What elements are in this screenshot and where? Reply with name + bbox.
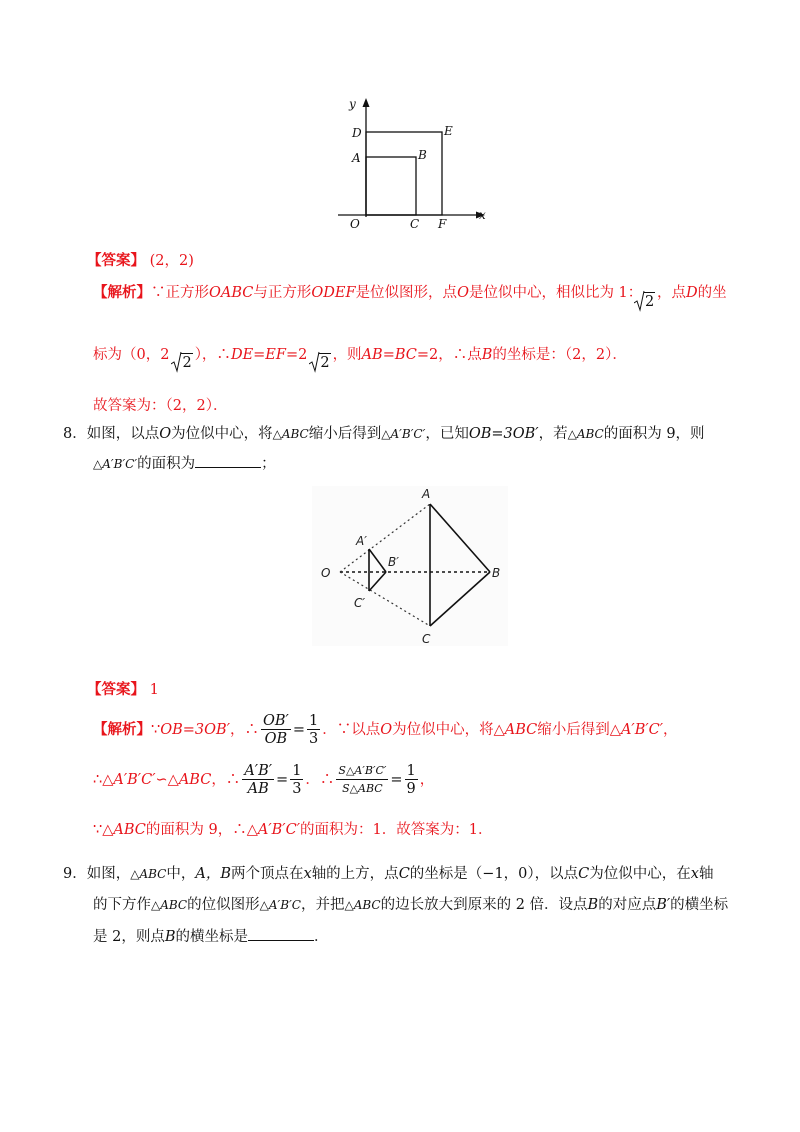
text: = xyxy=(292,722,305,738)
q8-analysis-line2 xyxy=(93,762,434,798)
text: 两个顶点在 xyxy=(231,866,304,882)
text: OB xyxy=(264,730,288,747)
origin-label: O xyxy=(350,217,360,231)
text: AB xyxy=(247,780,269,797)
answer-tag: 【答案】 xyxy=(87,681,145,698)
text: 的横坐标 xyxy=(670,897,729,913)
q7-conclusion: 故答案为：（2，2）． xyxy=(93,398,228,414)
answer-tag: 【答案】 xyxy=(87,252,145,269)
text: O xyxy=(380,722,393,738)
text: B xyxy=(587,897,599,913)
text: A，B xyxy=(195,866,231,882)
text: 的面积为 9，则 xyxy=(603,426,705,442)
text: 1 xyxy=(309,712,319,729)
text: ，∴ xyxy=(211,772,241,788)
text: ，若 xyxy=(538,426,568,442)
point-b-prime-label: B′ xyxy=(388,555,399,569)
x-axis-label: x xyxy=(479,208,486,222)
point-a-label: A xyxy=(422,487,431,501)
text: O xyxy=(159,426,172,442)
text: 的坐标是（−1，0），以点 xyxy=(409,866,579,882)
text: 是位似图形，点 xyxy=(355,285,458,301)
point-c-label: C xyxy=(422,632,431,646)
text: ∵正方形 xyxy=(151,285,209,301)
point-a-label: A xyxy=(352,151,361,165)
q7-analysis-line1-end xyxy=(657,283,727,303)
text: 3 xyxy=(292,780,302,797)
text: 轴的上方，点 xyxy=(311,866,399,882)
figure-squares xyxy=(330,95,500,235)
text: 为位似中心，将△ xyxy=(392,722,505,738)
text: ODEF xyxy=(311,285,356,301)
q8-question-line1 xyxy=(63,424,705,444)
text: ∵△ xyxy=(93,822,114,838)
text: ABC xyxy=(113,822,146,838)
q7-analysis-line1 xyxy=(93,283,642,303)
text: S△A′B′C′ xyxy=(336,763,388,780)
text: 缩小后得到 xyxy=(308,426,382,442)
q7-answer xyxy=(87,251,194,271)
answer-value: (2，2) xyxy=(149,253,194,269)
text: 2 xyxy=(182,355,192,371)
point-c-label: C xyxy=(410,217,420,231)
text: 8．如图，以点 xyxy=(63,426,160,442)
text: A′B′ xyxy=(244,762,273,779)
text: 2 xyxy=(320,355,330,371)
text: DE=EF xyxy=(230,347,286,363)
q8-answer xyxy=(87,680,159,700)
text: ∴△ xyxy=(93,772,114,788)
text: △ABC xyxy=(272,427,309,441)
text: A′B′C′ xyxy=(257,822,300,838)
q8-analysis-line3 xyxy=(93,820,492,840)
text: x xyxy=(303,866,312,882)
text: x xyxy=(690,866,699,882)
y-arrow-icon xyxy=(363,98,370,107)
text: 是 2，则点 xyxy=(93,929,165,945)
text: OB′ xyxy=(263,712,289,729)
point-b-label: B xyxy=(418,148,427,162)
text: △A′B′C′ xyxy=(381,427,426,441)
q9-question-line2 xyxy=(93,895,728,915)
text: OABC xyxy=(209,285,254,301)
answer-value: 1 xyxy=(149,682,159,698)
answer-blank xyxy=(195,453,261,468)
text: △ABC xyxy=(151,898,188,912)
text: ，点 xyxy=(657,285,686,301)
text: 缩小后得到△ xyxy=(537,722,621,738)
point-c-prime-label: C′ xyxy=(354,596,366,610)
point-e-label: E xyxy=(444,124,453,138)
q9-question-line3 xyxy=(93,926,329,947)
text: 1 xyxy=(292,762,302,779)
text: ， xyxy=(663,722,678,738)
text: 的坐标是：（2，2）． xyxy=(492,347,627,363)
text: ， xyxy=(419,772,435,788)
q8-analysis-line1 xyxy=(93,712,678,748)
text: ABC xyxy=(178,772,212,788)
analysis-tag: 【解析】 xyxy=(93,284,151,301)
text: ．∴ xyxy=(305,772,335,788)
square-odef xyxy=(366,132,442,215)
text: △A′B′C′ xyxy=(93,457,138,471)
text: 的下方作 xyxy=(93,897,151,913)
text: O xyxy=(457,285,469,301)
text: 的面积为 xyxy=(137,456,196,472)
point-b-label: B xyxy=(492,566,501,580)
text: = xyxy=(390,772,403,788)
text: A′B′C′ xyxy=(113,772,156,788)
text: B xyxy=(481,347,493,363)
text: B′ xyxy=(656,897,671,913)
text: 为位似中心，在 xyxy=(589,866,691,882)
text: 的坐 xyxy=(697,285,727,301)
text: 的对应点 xyxy=(598,897,657,913)
text: 的面积为：1．故答案为：1． xyxy=(300,822,493,838)
text: 轴 xyxy=(698,866,714,882)
text: △ABC xyxy=(130,867,167,881)
text: = xyxy=(276,772,289,788)
text: OB=3OB′ xyxy=(468,426,539,442)
text: △A′B′C xyxy=(259,898,301,912)
text: ），∴ xyxy=(194,347,231,363)
point-f-label: F xyxy=(438,217,447,231)
q8-question-line2 xyxy=(93,453,276,474)
origin-label: O xyxy=(321,566,331,580)
text: B xyxy=(164,929,176,945)
q9-question-line1 xyxy=(63,864,713,884)
text: 2 xyxy=(645,294,655,310)
text: ∽△ xyxy=(155,772,179,788)
text: 是位似中心，相似比为 1： xyxy=(468,285,643,301)
analysis-tag: 【解析】 xyxy=(93,721,151,738)
text: ，并把 xyxy=(300,897,345,913)
text: 9 xyxy=(406,780,416,797)
answer-blank xyxy=(248,926,314,941)
text: ABC xyxy=(504,722,538,738)
text: 与正方形 xyxy=(253,285,312,301)
text: ； xyxy=(261,456,276,472)
text: 1 xyxy=(406,762,416,779)
text: 9．如图， xyxy=(63,866,131,882)
text: ． xyxy=(314,929,329,945)
q7-sqrt-1 xyxy=(632,292,657,312)
text: △ABC xyxy=(344,898,381,912)
text: △ABC xyxy=(567,427,604,441)
text: C xyxy=(578,866,590,882)
text: 标为（0，2 xyxy=(93,347,170,363)
text: OB=3OB′ xyxy=(160,722,230,738)
text: ，则 xyxy=(332,347,362,363)
text: 的位似图形 xyxy=(187,897,260,913)
text: ，已知 xyxy=(425,426,469,442)
text: D xyxy=(686,285,698,301)
text: 3 xyxy=(309,730,319,747)
text: =2，∴点 xyxy=(416,347,482,363)
text: =2 xyxy=(285,347,308,363)
text: 的横坐标是 xyxy=(175,929,248,945)
text: 为位似中心，将 xyxy=(171,426,273,442)
text: A′B′C′ xyxy=(620,722,664,738)
figure-triangles xyxy=(312,486,508,646)
text: ∵ xyxy=(151,722,161,738)
text: S△ABC xyxy=(342,781,383,795)
text: 的边长放大到原来的 2 倍．设点 xyxy=(380,897,588,913)
point-d-label: D xyxy=(352,126,362,140)
text: 中， xyxy=(166,866,196,882)
y-axis-label: y xyxy=(349,97,356,111)
text: ．∵以点 xyxy=(322,722,381,738)
text: C xyxy=(398,866,410,882)
text: 的面积为 9，∴△ xyxy=(145,822,258,838)
square-oabc xyxy=(366,157,416,215)
point-a-prime-label: A′ xyxy=(356,534,367,548)
text: AB=BC xyxy=(361,347,417,363)
text: ，∴ xyxy=(230,722,259,738)
q7-analysis-line2 xyxy=(93,345,627,371)
